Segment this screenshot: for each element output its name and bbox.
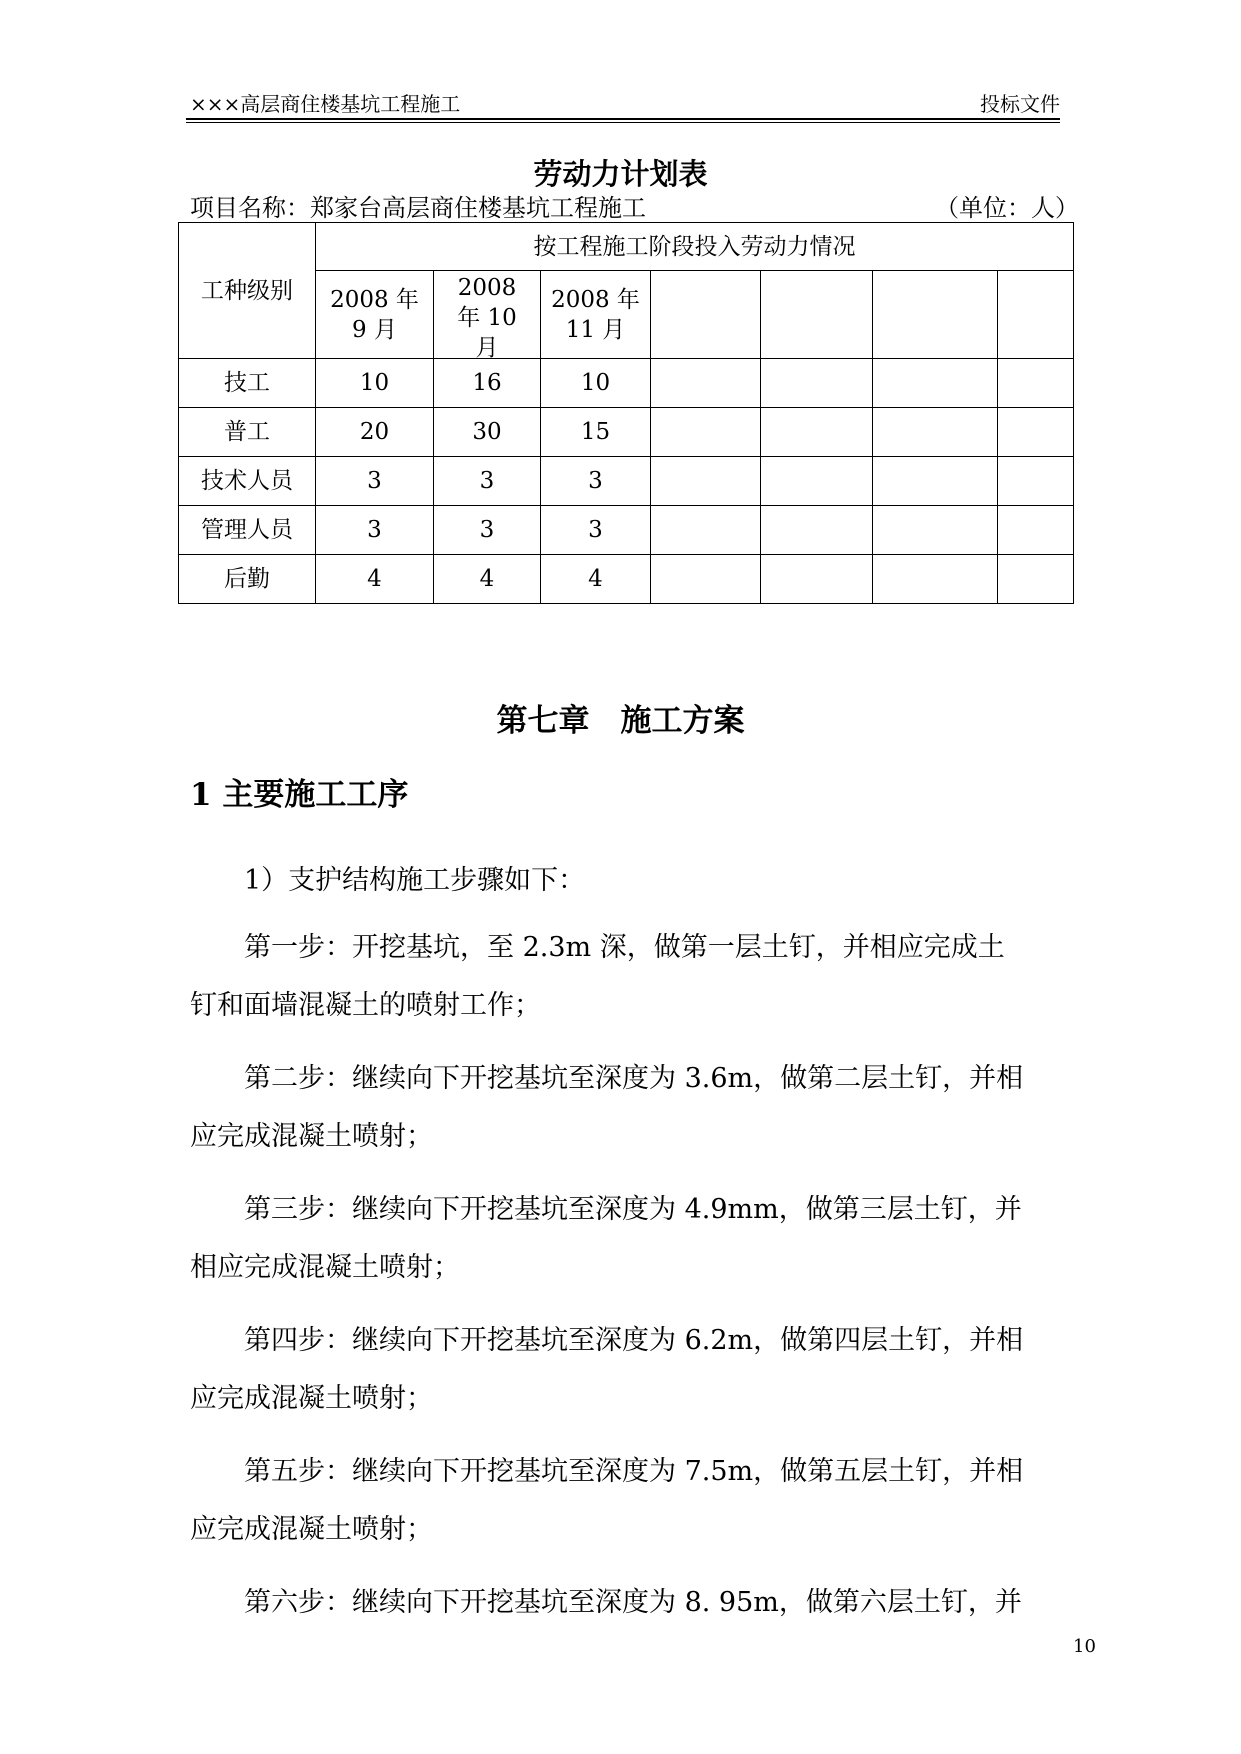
empty-cell — [873, 408, 998, 457]
empty-cell — [873, 457, 998, 506]
paragraph-line: 钉和面墙混凝土的喷射工作； — [190, 990, 541, 1021]
paragraph-line: 应完成混凝土喷射； — [190, 1121, 433, 1152]
count-cell: 30 — [434, 408, 541, 457]
empty-cell — [651, 457, 761, 506]
count-cell: 4 — [316, 555, 434, 604]
chapter-title: 第七章 施工方案 — [496, 703, 745, 739]
empty-cell — [998, 408, 1074, 457]
page-number: 10 — [1073, 1636, 1096, 1657]
paragraph-line: 第四步：继续向下开挖基坑至深度为 6.2m，做第四层土钉，并相 — [244, 1325, 1024, 1356]
group-header-cell: 按工程施工阶段投入劳动力情况 — [316, 223, 1074, 271]
empty-cell — [761, 506, 873, 555]
header-rule — [186, 118, 1060, 120]
period-header-cell: 2008 年 9 月 — [316, 271, 434, 359]
count-cell: 3 — [316, 457, 434, 506]
paragraph-line: 第三步：继续向下开挖基坑至深度为 4.9mm，做第三层土钉，并 — [244, 1194, 1022, 1225]
paragraph-line: 第六步：继续向下开挖基坑至深度为 8. 95m，做第六层土钉，并 — [244, 1587, 1022, 1618]
empty-cell — [873, 506, 998, 555]
empty-header-cell — [873, 271, 998, 359]
empty-cell — [651, 408, 761, 457]
table-row — [179, 359, 1074, 408]
table-row — [179, 555, 1074, 604]
paragraph-line: 应完成混凝土喷射； — [190, 1383, 433, 1414]
table-title: 劳动力计划表 — [533, 157, 708, 191]
paragraph-line: 1）支护结构施工步骤如下： — [244, 865, 586, 896]
paragraph-line: 第一步：开挖基坑，至 2.3m 深，做第一层土钉，并相应完成土 — [244, 932, 1005, 963]
empty-cell — [651, 506, 761, 555]
header-rule-thin — [186, 122, 1060, 123]
labor-plan-table — [178, 222, 1074, 604]
worker-type-cell: 技术人员 — [179, 457, 316, 506]
empty-cell — [998, 506, 1074, 555]
count-cell: 4 — [434, 555, 541, 604]
table-row — [179, 506, 1074, 555]
count-cell: 3 — [541, 506, 651, 555]
section-heading: 1 主要施工工序 — [190, 777, 409, 813]
worker-type-cell: 普工 — [179, 408, 316, 457]
table-row — [179, 457, 1074, 506]
count-cell: 16 — [434, 359, 541, 408]
row-header-cell: 工种级别 — [179, 223, 316, 359]
paragraph-line: 相应完成混凝土喷射； — [190, 1252, 460, 1283]
empty-cell — [873, 555, 998, 604]
count-cell: 3 — [434, 506, 541, 555]
empty-header-cell — [761, 271, 873, 359]
project-name-line: 项目名称：郑家台高层商住楼基坑工程施工 — [190, 194, 646, 222]
empty-cell — [761, 408, 873, 457]
empty-cell — [651, 359, 761, 408]
table-row — [179, 408, 1074, 457]
empty-cell — [873, 359, 998, 408]
period-header-cell: 2008 年 11 月 — [541, 271, 651, 359]
empty-cell — [651, 555, 761, 604]
count-cell: 4 — [541, 555, 651, 604]
count-cell: 3 — [434, 457, 541, 506]
empty-header-cell — [998, 271, 1074, 359]
empty-cell — [998, 555, 1074, 604]
count-cell: 3 — [316, 506, 434, 555]
running-header-doc-type: 投标文件 — [980, 92, 1060, 116]
count-cell: 3 — [541, 457, 651, 506]
period-header-cell: 2008 年 10 月 — [434, 271, 541, 359]
worker-type-cell: 后勤 — [179, 555, 316, 604]
empty-cell — [761, 555, 873, 604]
count-cell: 10 — [316, 359, 434, 408]
empty-cell — [761, 457, 873, 506]
count-cell: 15 — [541, 408, 651, 457]
paragraph-line: 第五步：继续向下开挖基坑至深度为 7.5m，做第五层土钉，并相 — [244, 1456, 1024, 1487]
worker-type-cell: 技工 — [179, 359, 316, 408]
unit-label: （单位：人） — [935, 194, 1079, 222]
empty-cell — [998, 359, 1074, 408]
empty-cell — [761, 359, 873, 408]
running-header-title: ×××高层商住楼基坑工程施工 — [190, 92, 461, 116]
empty-header-cell — [651, 271, 761, 359]
empty-cell — [998, 457, 1074, 506]
count-cell: 20 — [316, 408, 434, 457]
count-cell: 10 — [541, 359, 651, 408]
paragraph-line: 第二步：继续向下开挖基坑至深度为 3.6m，做第二层土钉，并相 — [244, 1063, 1024, 1094]
worker-type-cell: 管理人员 — [179, 506, 316, 555]
paragraph-line: 应完成混凝土喷射； — [190, 1514, 433, 1545]
